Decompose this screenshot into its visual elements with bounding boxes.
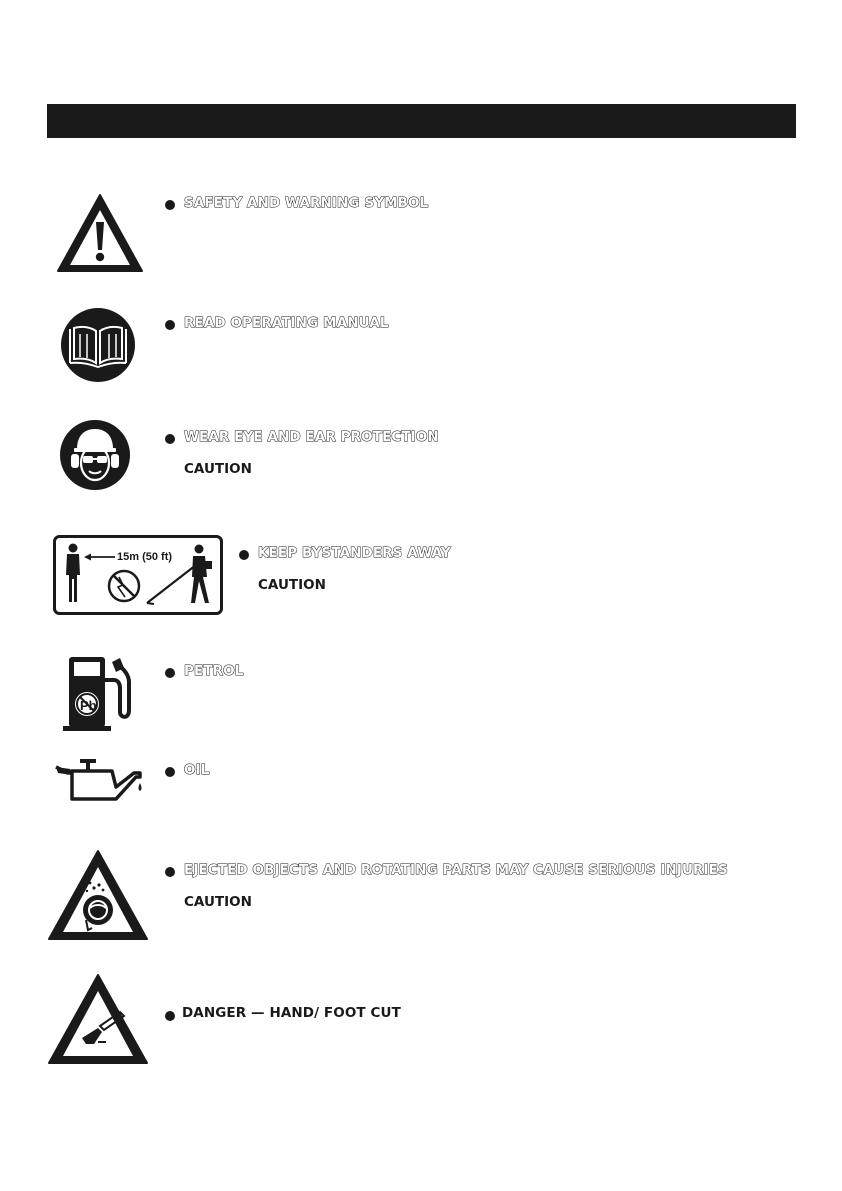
caution-label: CAUTION xyxy=(184,894,252,910)
ejected-objects-label: EJECTED OBJECTS AND ROTATING PARTS MAY CAUSE SERIOUS INJURIES xyxy=(184,862,728,878)
book-icon xyxy=(60,307,136,383)
bystanders-away-icon xyxy=(53,535,223,615)
ejected-objects-icon xyxy=(46,848,150,942)
bullet xyxy=(165,1011,175,1021)
caution-label: CAUTION xyxy=(258,577,326,593)
petrol-label: PETROL xyxy=(184,663,244,679)
bullet xyxy=(165,668,175,678)
hand-foot-cut-label: DANGER — HAND/ FOOT CUT xyxy=(182,1005,401,1021)
lead-free-text: Pb xyxy=(80,698,97,713)
caution-label: CAUTION xyxy=(184,461,252,477)
hand-foot-cut-icon xyxy=(46,972,150,1066)
warning-triangle-icon xyxy=(55,192,145,274)
read-manual-label: READ OPERATING MANUAL xyxy=(184,315,389,331)
oil-can-icon xyxy=(52,759,144,803)
bullet xyxy=(165,434,175,444)
eye-ear-protection-label: WEAR EYE AND EAR PROTECTION xyxy=(184,429,439,445)
bullet xyxy=(165,767,175,777)
distance-text: 15m (50 ft) xyxy=(117,551,173,563)
section-header-bar xyxy=(47,104,796,138)
keep-bystanders-away-label: KEEP BYSTANDERS AWAY xyxy=(258,545,451,561)
oil-label: OIL xyxy=(184,762,210,778)
safety-warning-label: SAFETY AND WARNING SYMBOL xyxy=(184,195,429,211)
bullet xyxy=(165,320,175,330)
bullet xyxy=(165,200,175,210)
bullet xyxy=(239,550,249,560)
bullet xyxy=(165,867,175,877)
eye-ear-protection-icon xyxy=(59,419,131,491)
fuel-pump-icon xyxy=(62,654,138,734)
